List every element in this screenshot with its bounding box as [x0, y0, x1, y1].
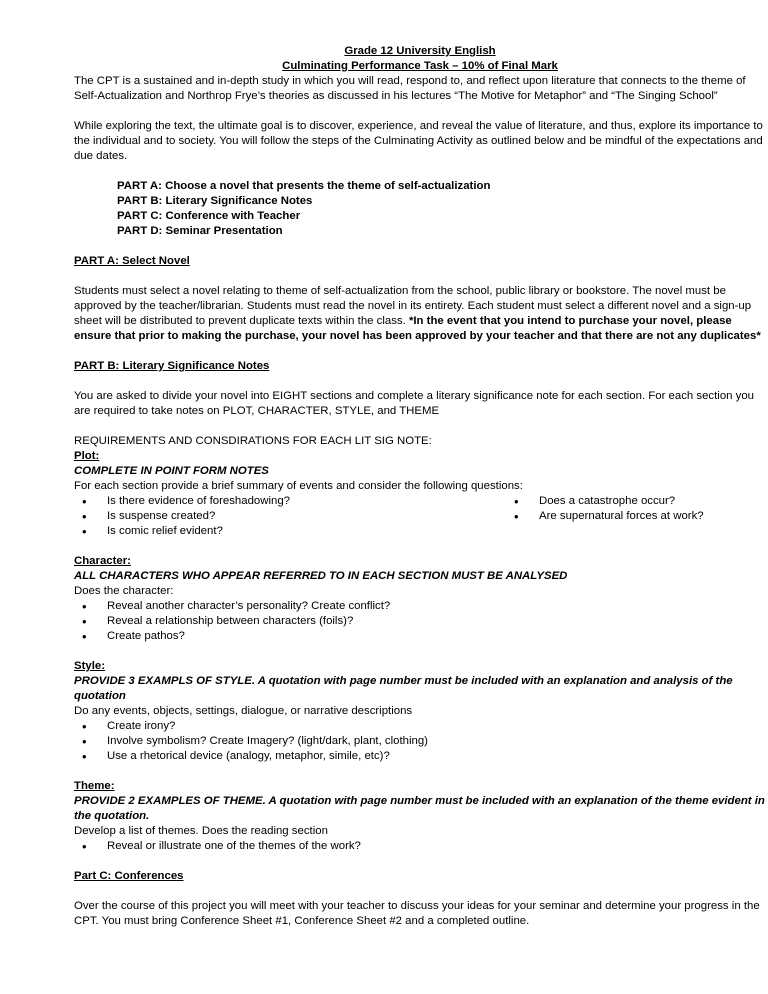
list-item: • Is comic relief evident?: [74, 524, 766, 539]
theme-instruction: PROVIDE 2 EXAMPLES OF THEME. A quotation with page number must be included with an explanation of the theme evident in the quotation.: [74, 795, 765, 822]
theme-questions: [74, 839, 766, 854]
part-b-body: You are asked to divide your novel into EIGHT sections and complete a literary significance note for each section. For each section you are required to take notes on PLOT, CHARACTER, STYLE, and THEME: [74, 390, 755, 417]
character-instruction: ALL CHARACTERS WHO APPEAR REFERRED TO IN EACH SECTION MUST BE ANALYSED: [74, 570, 568, 582]
part-item: PART D: Seminar Presentation: [117, 225, 283, 237]
part-b-heading: PART B: Literary Significance Notes: [74, 360, 270, 372]
plot-instruction: COMPLETE IN POINT FORM NOTES: [74, 465, 269, 477]
list-item: • Involve symbolism? Create Imagery? (light/dark, plant, clothing): [74, 734, 766, 749]
document-page: [74, 0, 766, 929]
part-c-body: Over the course of this project you will meet with your teacher to discuss your ideas for your seminar and determine your progress in the CPT. You must bring Conference Sheet #1, Conference Sheet #2 and a completed outline.: [74, 900, 760, 927]
part-item: PART A: Choose a novel that presents the theme of self-actualization: [117, 180, 491, 192]
plot-questions-right: [506, 494, 766, 524]
part-item: PART C: Conference with Teacher: [117, 210, 301, 222]
plot-heading: Plot:: [74, 450, 100, 462]
plot-lead: For each section provide a brief summary of events and consider the following questions:: [74, 480, 523, 492]
part-a-heading: PART A: Select Novel: [74, 255, 190, 267]
list-item: • Is suspense created?: [74, 509, 766, 524]
theme-heading: Theme:: [74, 780, 115, 792]
list-item: • Reveal a relationship between characters (foils)?: [74, 614, 766, 629]
list-item: • Create irony?: [74, 719, 766, 734]
part-a-body: [74, 284, 766, 344]
style-instruction: PROVIDE 3 EXAMPLS OF STYLE. A quotation with page number must be included with an explanation and analysis of the quotation: [74, 675, 733, 702]
character-questions: [74, 599, 766, 644]
document-subtitle: Culminating Performance Task – 10% of Final Mark: [282, 60, 558, 72]
part-a-notice: *In the event that you intend to purchase your novel, please ensure that prior to making the purchase, your novel has been approved by your teacher and that there are not any duplicates*: [74, 315, 761, 342]
list-item: • Is there evidence of foreshadowing?: [74, 494, 766, 509]
plot-questions: [74, 494, 766, 539]
list-item: • Are supernatural forces at work?: [506, 509, 766, 524]
part-c-heading: Part C: Conferences: [74, 870, 184, 882]
character-lead: Does the character:: [74, 585, 174, 597]
style-questions: [74, 719, 766, 764]
intro-paragraph-1: The CPT is a sustained and in-depth study in which you will read, respond to, and reflect upon literature that connects to the theme of Self-Actualization and Northrop Frye’s theories as discussed in his lectures “The Motive for Metaphor” and “The Singing School”: [74, 75, 746, 102]
list-item: • Reveal another character’s personality? Create conflict?: [74, 599, 766, 614]
intro-paragraph-2: While exploring the text, the ultimate goal is to discover, experience, and reveal the value of literature, and thus, explore its importance to the individual and to society. You will follow the steps of the Culminating Activity as outlined below and be mindful of the expectations and due dates.: [74, 120, 763, 162]
theme-lead: Develop a list of themes. Does the reading section: [74, 825, 328, 837]
parts-list: [117, 179, 766, 239]
style-lead: Do any events, objects, settings, dialogue, or narrative descriptions: [74, 705, 413, 717]
document-title: Grade 12 University English: [344, 45, 496, 57]
list-item: • Create pathos?: [74, 629, 766, 644]
style-heading: Style:: [74, 660, 106, 672]
requirements-title: REQUIREMENTS AND CONSDIRATIONS FOR EACH LIT SIG NOTE:: [74, 435, 432, 447]
list-item: • Reveal or illustrate one of the themes of the work?: [74, 839, 766, 854]
character-heading: Character:: [74, 555, 131, 567]
list-item: • Use a rhetorical device (analogy, metaphor, simile, etc)?: [74, 749, 766, 764]
list-item: • Does a catastrophe occur?: [506, 494, 766, 509]
part-a-text: Students must select a novel relating to theme of self-actualization from the school, public library or bookstore. The novel must be approved by the teacher/librarian. Students must read the novel in its entirety. Each student must select a different novel and a sign-up sheet will be distributed to prevent duplicate texts within the class.: [74, 285, 752, 327]
part-item: PART B: Literary Significance Notes: [117, 195, 313, 207]
